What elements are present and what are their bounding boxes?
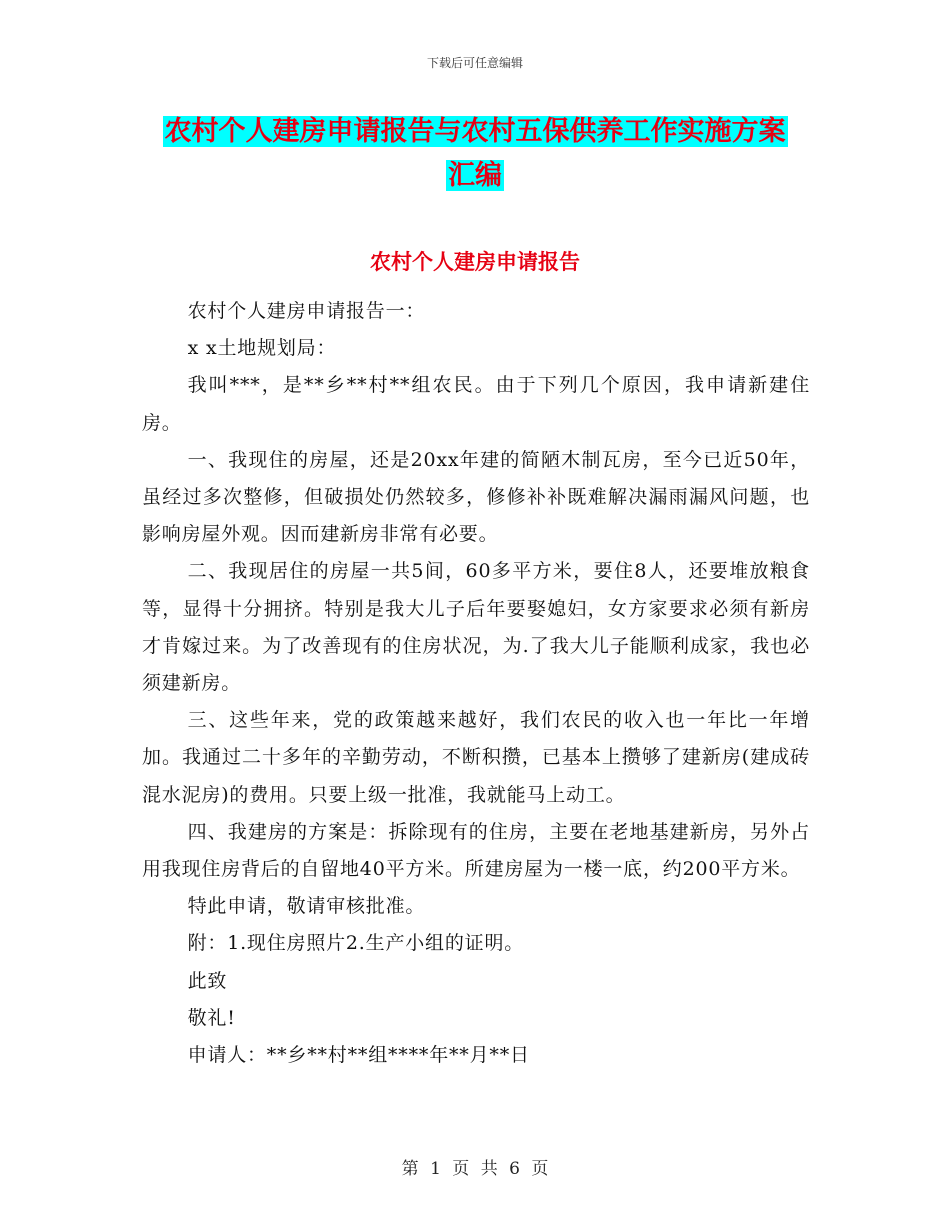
- paragraph-heading: 农村个人建房申请报告一：: [187, 300, 426, 322]
- paragraph-salutation: 敬礼!: [187, 1006, 236, 1029]
- document-title-line-1: 农村个人建房申请报告与农村五保供养工作实施方案: [164, 116, 786, 147]
- page-number-footer: 第 1 页 共 6 页: [401, 1159, 549, 1179]
- paragraph-intro: 我叫***，是**乡**村**组农民。由于下列几个原因，我申请新建住房。: [142, 374, 810, 434]
- paragraph-reason-1: 一、我现住的房屋，还是20xx年建的简陋木制瓦房，至今已近50年，虽经过多次整修，但破损处仍然较多，修修补补既难解决漏雨漏风问题，也影响房屋外观。因而建新房非常有必要。: [142, 448, 810, 546]
- document-title: [0, 110, 950, 198]
- paragraph-closing: 此致: [187, 969, 228, 992]
- document-title-line-2: 汇编: [448, 160, 502, 191]
- paragraph-plan: 四、我建房的方案是：拆除现有的住房，主要在老地基建新房，另外占用我现住房背后的自留地40平方米。所建房屋为一楼一底，约200平方米。: [142, 820, 810, 881]
- paragraph-addressee: x x土地规划局：: [187, 337, 337, 360]
- paragraph-reason-3: 三、这些年来，党的政策越来越好，我们农民的收入也一年比一年增加。我通过二十多年的辛勤劳动，不断积攒，已基本上攒够了建新房(建成砖混水泥房)的费用。只要上级一批准，我就能马上动工。: [142, 709, 810, 806]
- section-title: 农村个人建房申请报告: [370, 250, 580, 274]
- header-note: 下载后可任意编辑: [426, 56, 523, 70]
- paragraph-reason-2: 二、我现居住的房屋一共5间，60多平方米，要住8人，还要堆放粮食等，显得十分拥挤。特别是我大儿子后年要娶媳妇，女方家要求必须有新房才肯嫁过来。为了改善现有的住房状况，为.了我大儿子能顺利成家，我也必须建新房。: [142, 560, 810, 695]
- paragraph-attachments: 附：1.现住房照片2.生产小组的证明。: [187, 932, 525, 955]
- document-body: [142, 293, 810, 1074]
- paragraph-signature: 申请人：**乡**村**组****年**月**日: [187, 1044, 530, 1067]
- paragraph-request: 特此申请，敬请审核批准。: [187, 895, 426, 918]
